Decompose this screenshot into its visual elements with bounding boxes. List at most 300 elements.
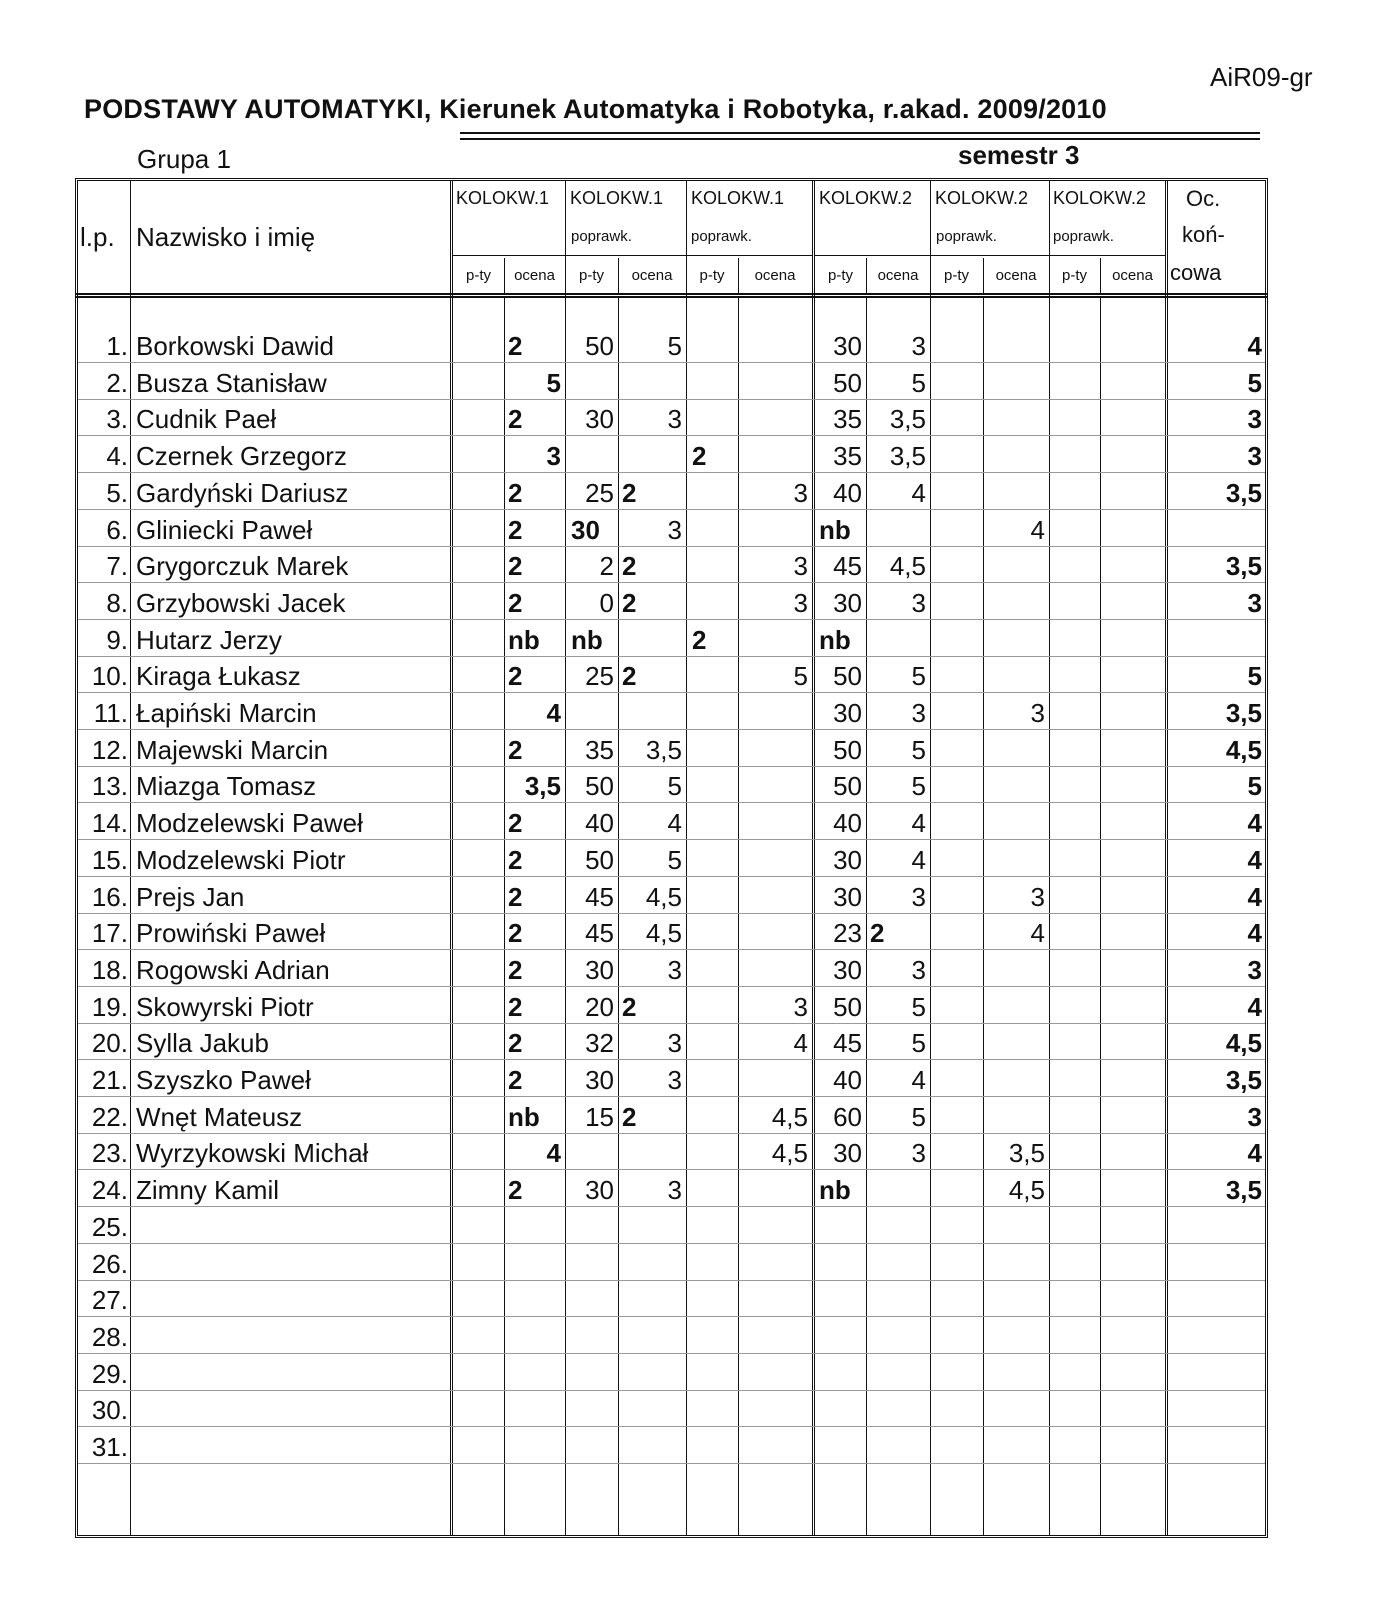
points-cell-1 xyxy=(453,326,504,362)
grade-cell-2: 2 xyxy=(508,844,523,875)
points-cell-1 xyxy=(453,766,504,802)
student-name: Czernek Grzegorz xyxy=(136,441,347,472)
points-cell-3: 40 xyxy=(585,808,614,839)
points-cell-11 xyxy=(1049,326,1100,362)
grade-cell-12 xyxy=(1100,803,1165,839)
points-cell-3 xyxy=(565,1427,618,1463)
points-cell-3: 50 xyxy=(585,331,614,361)
grade-cell-6 xyxy=(738,1390,812,1426)
points-cell-5 xyxy=(686,1133,738,1169)
grade-cell-12 xyxy=(1100,913,1165,949)
grade-cell-10: 4 xyxy=(1030,514,1045,545)
final-grade: 4 xyxy=(1247,991,1262,1022)
grade-cell-12 xyxy=(1100,1060,1165,1096)
header-k2-retake2: KOLOKW.2 xyxy=(1053,188,1147,208)
grade-cell-6 xyxy=(738,399,812,435)
grade-cell-8 xyxy=(866,620,930,656)
grade-cell-10 xyxy=(983,363,1049,399)
points-cell-9 xyxy=(930,1133,983,1169)
final-grade xyxy=(1168,1317,1266,1353)
points-cell-9 xyxy=(930,877,983,913)
grade-cell-4: 2 xyxy=(622,661,637,692)
points-cell-11 xyxy=(1049,656,1100,692)
table-row xyxy=(78,436,1265,473)
row-number: 10. xyxy=(91,661,128,692)
table-row xyxy=(78,1097,1265,1134)
table-row xyxy=(78,656,1265,693)
grade-cell-8: 4 xyxy=(911,1065,926,1095)
grade-cell-6 xyxy=(738,766,812,802)
points-cell-5 xyxy=(686,363,738,399)
grade-cell-4 xyxy=(618,1244,686,1280)
student-name xyxy=(136,1390,456,1426)
header-k2-retake1: KOLOKW.2 xyxy=(935,188,1029,208)
points-cell-9 xyxy=(930,950,983,986)
points-cell-7: nb xyxy=(819,514,851,545)
grade-cell-4: 4 xyxy=(667,808,682,839)
points-cell-3 xyxy=(565,436,618,472)
header-pty-4: p-ty xyxy=(827,267,853,284)
grade-cell-12 xyxy=(1100,1427,1165,1463)
table-row xyxy=(78,363,1265,400)
final-grade: 5 xyxy=(1247,367,1262,398)
points-cell-11 xyxy=(1049,1133,1100,1169)
row-number: 1. xyxy=(106,331,128,361)
table-row xyxy=(78,326,1265,363)
grade-cell-2: 2 xyxy=(508,331,523,361)
row-number: 5. xyxy=(106,477,128,508)
student-name: Prowiński Paweł xyxy=(136,918,326,949)
table-row xyxy=(78,1317,1265,1354)
grade-cell-10 xyxy=(983,546,1049,582)
header-final-2: koń- xyxy=(1182,222,1225,247)
row-number: 7. xyxy=(106,551,128,582)
row-number: 2. xyxy=(106,367,128,398)
student-name: Szyszko Paweł xyxy=(136,1065,311,1095)
grade-cell-2: 3,5 xyxy=(524,771,561,802)
header-pty-5: p-ty xyxy=(943,267,969,284)
grade-cell-6 xyxy=(738,363,812,399)
points-cell-9 xyxy=(930,326,983,362)
row-number: 29. xyxy=(91,1358,128,1389)
table-row xyxy=(78,913,1265,950)
grade-cell-6 xyxy=(738,803,812,839)
final-grade xyxy=(1168,1207,1266,1243)
grade-cell-12 xyxy=(1100,1354,1165,1390)
grade-cell-6 xyxy=(738,1060,812,1096)
grade-cell-4: 3,5 xyxy=(645,734,682,765)
points-cell-5 xyxy=(686,1244,738,1280)
grade-cell-4: 2 xyxy=(622,477,637,508)
points-cell-11 xyxy=(1049,1170,1100,1206)
student-name: Gardyński Dariusz xyxy=(136,477,349,508)
points-cell-7: 30 xyxy=(833,1138,862,1169)
header-lp: l.p. xyxy=(80,222,115,252)
header-ocena-4: ocena xyxy=(877,267,919,284)
grade-cell-10 xyxy=(983,803,1049,839)
student-name xyxy=(136,1280,456,1316)
document-title xyxy=(84,94,1107,125)
grade-cell-2: 2 xyxy=(508,1028,523,1059)
grade-cell-2: 2 xyxy=(508,954,523,985)
grade-cell-2: 2 xyxy=(508,551,523,582)
grade-cell-10: 3 xyxy=(1030,881,1045,912)
grade-cell-8 xyxy=(866,1317,930,1353)
points-cell-5 xyxy=(686,1317,738,1353)
header-poprawk-1: poprawk. xyxy=(571,228,632,245)
grade-cell-8: 3 xyxy=(911,881,926,912)
grade-cell-6 xyxy=(738,510,812,546)
table-row xyxy=(78,950,1265,987)
grade-cell-4: 2 xyxy=(622,551,637,582)
row-number: 15. xyxy=(91,844,128,875)
points-cell-9 xyxy=(930,620,983,656)
points-cell-5 xyxy=(686,803,738,839)
grade-cell-8: 4 xyxy=(911,844,926,875)
points-cell-11 xyxy=(1049,1280,1100,1316)
points-cell-9 xyxy=(930,693,983,729)
points-cell-1 xyxy=(453,950,504,986)
grade-cell-6 xyxy=(738,1317,812,1353)
points-cell-7: 45 xyxy=(833,551,862,582)
header-ocena-5: ocena xyxy=(995,267,1037,284)
points-cell-5 xyxy=(686,326,738,362)
grade-cell-10 xyxy=(983,1390,1049,1426)
table-row xyxy=(78,1023,1265,1060)
points-cell-11 xyxy=(1049,1097,1100,1133)
points-cell-7 xyxy=(815,1280,866,1316)
points-cell-9 xyxy=(930,1280,983,1316)
points-cell-11 xyxy=(1049,620,1100,656)
points-cell-3 xyxy=(565,1244,618,1280)
points-cell-3 xyxy=(565,1354,618,1390)
final-grade: 4,5 xyxy=(1225,734,1262,765)
points-cell-3: 32 xyxy=(585,1028,614,1059)
grade-cell-6: 3 xyxy=(793,991,808,1022)
points-cell-7: nb xyxy=(819,624,851,655)
points-cell-11 xyxy=(1049,1023,1100,1059)
grade-cell-12 xyxy=(1100,473,1165,509)
points-cell-7: 30 xyxy=(833,844,862,875)
points-cell-9 xyxy=(930,1317,983,1353)
grade-cell-6 xyxy=(738,730,812,766)
points-cell-7 xyxy=(815,1427,866,1463)
grade-cell-8: 4 xyxy=(911,808,926,839)
grade-cell-10: 3,5 xyxy=(1008,1138,1045,1169)
points-cell-9 xyxy=(930,1023,983,1059)
header-separator xyxy=(75,293,1268,298)
points-cell-1 xyxy=(453,583,504,619)
points-cell-9 xyxy=(930,399,983,435)
points-cell-1 xyxy=(453,803,504,839)
points-cell-1 xyxy=(453,1207,504,1243)
grade-cell-8: 3,5 xyxy=(889,404,926,435)
group-label: Grupa 1 xyxy=(137,144,231,174)
grade-cell-6: 4 xyxy=(793,1028,808,1059)
grade-cell-6: 3 xyxy=(793,477,808,508)
grade-cell-8: 4 xyxy=(911,477,926,508)
points-cell-5 xyxy=(686,1060,738,1096)
row-number: 22. xyxy=(91,1101,128,1132)
grade-cell-2: 4 xyxy=(546,1138,561,1169)
grade-cell-8: 5 xyxy=(911,367,926,398)
points-cell-9 xyxy=(930,1060,983,1096)
grade-cell-12 xyxy=(1100,656,1165,692)
header-ocena-3: ocena xyxy=(754,267,796,284)
header-ocena-6: ocena xyxy=(1112,267,1153,284)
title-underline-second xyxy=(460,138,1260,140)
final-grade: 3,5 xyxy=(1225,698,1262,728)
points-cell-1 xyxy=(453,730,504,766)
points-cell-5 xyxy=(686,913,738,949)
title-underline xyxy=(460,132,1260,134)
points-cell-7: 50 xyxy=(833,734,862,765)
student-name: Grzybowski Jacek xyxy=(136,587,346,618)
grade-cell-4: 3 xyxy=(667,514,682,545)
header-poprawk-3: poprawk. xyxy=(936,228,997,245)
points-cell-11 xyxy=(1049,1207,1100,1243)
grade-cell-10 xyxy=(983,473,1049,509)
points-cell-5 xyxy=(686,399,738,435)
grade-cell-10 xyxy=(983,620,1049,656)
points-cell-1 xyxy=(453,987,504,1023)
grade-cell-6 xyxy=(738,950,812,986)
grade-cell-6 xyxy=(738,877,812,913)
points-cell-9 xyxy=(930,1390,983,1426)
row-number: 27. xyxy=(91,1285,128,1316)
points-cell-9 xyxy=(930,473,983,509)
grade-cell-8 xyxy=(866,1427,930,1463)
points-cell-9 xyxy=(930,656,983,692)
points-cell-3: 25 xyxy=(585,661,614,692)
student-name: Miazga Tomasz xyxy=(136,771,317,802)
row-number: 23. xyxy=(91,1138,128,1169)
grade-cell-6 xyxy=(738,840,812,876)
grade-cell-4 xyxy=(618,436,686,472)
header-k1: KOLOKW.1 xyxy=(456,188,550,208)
points-cell-9 xyxy=(930,840,983,876)
points-cell-3: 50 xyxy=(585,844,614,875)
grade-cell-12 xyxy=(1100,1317,1165,1353)
grade-cell-10 xyxy=(983,1244,1049,1280)
grade-cell-2: 4 xyxy=(546,698,561,728)
header-k1-retake1: KOLOKW.1 xyxy=(570,188,664,208)
grade-cell-4 xyxy=(618,1390,686,1426)
grade-cell-4: 5 xyxy=(667,844,682,875)
points-cell-7: 50 xyxy=(833,991,862,1022)
student-name xyxy=(136,1354,456,1390)
points-cell-11 xyxy=(1049,1390,1100,1426)
final-grade xyxy=(1168,1427,1266,1463)
points-cell-5 xyxy=(686,656,738,692)
grade-cell-12 xyxy=(1100,1280,1165,1316)
row-number: 9. xyxy=(106,624,128,655)
grade-cell-6 xyxy=(738,326,812,362)
points-cell-1 xyxy=(453,1244,504,1280)
points-cell-7: 30 xyxy=(833,698,862,728)
points-cell-3: 30 xyxy=(571,514,600,545)
grade-cell-4 xyxy=(618,1427,686,1463)
row-number: 17. xyxy=(91,918,128,949)
points-cell-11 xyxy=(1049,399,1100,435)
points-cell-11 xyxy=(1049,1060,1100,1096)
grade-cell-8: 4,5 xyxy=(889,551,926,582)
grade-cell-8: 3 xyxy=(911,1138,926,1169)
points-cell-11 xyxy=(1049,950,1100,986)
grade-cell-4: 3 xyxy=(667,1028,682,1059)
points-cell-11 xyxy=(1049,913,1100,949)
points-cell-5 xyxy=(686,1170,738,1206)
student-name: Kiraga Łukasz xyxy=(136,661,301,692)
points-cell-1 xyxy=(453,1280,504,1316)
final-grade: 5 xyxy=(1247,771,1262,802)
points-cell-1 xyxy=(453,510,504,546)
semester-label: semestr 3 xyxy=(958,140,1080,170)
points-cell-11 xyxy=(1049,693,1100,729)
student-name: Busza Stanisław xyxy=(136,367,327,398)
grade-cell-4 xyxy=(618,1317,686,1353)
points-cell-5 xyxy=(686,1097,738,1133)
points-cell-1 xyxy=(453,473,504,509)
points-cell-1 xyxy=(453,1427,504,1463)
points-cell-3: 30 xyxy=(585,1175,614,1206)
header-pty-6: p-ty xyxy=(1061,267,1087,284)
points-cell-5 xyxy=(686,1023,738,1059)
points-cell-5 xyxy=(686,877,738,913)
student-name: Modzelewski Piotr xyxy=(136,844,346,875)
row-number: 4. xyxy=(106,441,128,472)
table-row xyxy=(78,1354,1265,1391)
points-cell-3 xyxy=(565,1207,618,1243)
points-cell-3 xyxy=(565,1317,618,1353)
grade-cell-10 xyxy=(983,730,1049,766)
grade-cell-2 xyxy=(504,1317,569,1353)
grade-cell-8: 3 xyxy=(911,954,926,985)
row-number: 6. xyxy=(106,514,128,545)
final-grade xyxy=(1168,620,1266,656)
grade-cell-4: 3 xyxy=(667,1065,682,1095)
points-cell-7 xyxy=(815,1354,866,1390)
points-cell-5 xyxy=(686,766,738,802)
grade-cell-2: nb xyxy=(508,1101,540,1132)
grade-cell-2: 2 xyxy=(508,881,523,912)
table-row xyxy=(78,1060,1265,1097)
grade-cell-6: 4,5 xyxy=(771,1138,808,1169)
points-cell-11 xyxy=(1049,473,1100,509)
grade-cell-12 xyxy=(1100,546,1165,582)
table-row xyxy=(78,1170,1265,1207)
points-cell-7: 40 xyxy=(833,477,862,508)
grade-cell-8: 3 xyxy=(911,331,926,361)
points-cell-5: 2 xyxy=(692,441,707,472)
points-cell-7: 50 xyxy=(833,771,862,802)
points-cell-3 xyxy=(565,1280,618,1316)
row-number: 24. xyxy=(91,1175,128,1206)
points-cell-11 xyxy=(1049,436,1100,472)
student-name: Wnęt Mateusz xyxy=(136,1101,303,1132)
grade-cell-8 xyxy=(866,1207,930,1243)
row-number: 3. xyxy=(106,404,128,435)
row-number: 25. xyxy=(91,1211,128,1242)
grade-cell-2: 2 xyxy=(508,477,523,508)
final-grade xyxy=(1168,1244,1266,1280)
row-number: 18. xyxy=(91,954,128,985)
table-row xyxy=(78,1280,1265,1317)
grade-cell-6: 3 xyxy=(793,587,808,618)
points-cell-3: 15 xyxy=(585,1101,614,1132)
grade-cell-8: 5 xyxy=(911,771,926,802)
points-cell-7: 30 xyxy=(833,881,862,912)
points-cell-9 xyxy=(930,1097,983,1133)
points-cell-5: 2 xyxy=(692,624,707,655)
points-cell-9 xyxy=(930,730,983,766)
grade-cell-10: 4,5 xyxy=(1008,1175,1045,1206)
table-row xyxy=(78,877,1265,914)
grade-cell-12 xyxy=(1100,877,1165,913)
grade-cell-2 xyxy=(504,1244,569,1280)
grade-cell-12 xyxy=(1100,1023,1165,1059)
points-cell-5 xyxy=(686,546,738,582)
head-subrule-k1 xyxy=(453,255,813,256)
points-cell-5 xyxy=(686,1280,738,1316)
grade-cell-4: 2 xyxy=(622,587,637,618)
grade-cell-12 xyxy=(1100,436,1165,472)
points-cell-3: 45 xyxy=(585,918,614,949)
points-cell-3: 45 xyxy=(585,881,614,912)
grade-cell-10 xyxy=(983,766,1049,802)
grade-cell-6 xyxy=(738,913,812,949)
points-cell-9 xyxy=(930,766,983,802)
table-row xyxy=(78,620,1265,657)
grade-cell-2: 2 xyxy=(508,514,523,545)
points-cell-7: 30 xyxy=(833,331,862,361)
row-number: 11. xyxy=(93,698,128,728)
points-cell-5 xyxy=(686,840,738,876)
grade-cell-12 xyxy=(1100,766,1165,802)
points-cell-5 xyxy=(686,693,738,729)
table-row xyxy=(78,399,1265,436)
header-final-3: cowa xyxy=(1170,260,1222,285)
points-cell-11 xyxy=(1049,1244,1100,1280)
points-cell-1 xyxy=(453,1390,504,1426)
final-grade: 3,5 xyxy=(1225,477,1262,508)
grade-cell-2 xyxy=(504,1427,569,1463)
points-cell-7: 50 xyxy=(833,661,862,692)
final-grade xyxy=(1168,510,1266,546)
student-name: Cudnik Paeł xyxy=(136,404,277,435)
points-cell-7: 40 xyxy=(833,1065,862,1095)
grade-cell-8: 3 xyxy=(911,587,926,618)
table-row xyxy=(78,730,1265,767)
final-grade: 4 xyxy=(1247,331,1262,361)
grade-cell-10 xyxy=(983,1317,1049,1353)
final-grade: 3,5 xyxy=(1225,1175,1262,1206)
points-cell-7: 45 xyxy=(833,1028,862,1059)
grade-cell-10 xyxy=(983,1207,1049,1243)
final-grade: 3 xyxy=(1247,1101,1262,1132)
points-cell-3: 30 xyxy=(585,1065,614,1095)
grade-cell-6 xyxy=(738,1354,812,1390)
grade-cell-10 xyxy=(983,950,1049,986)
row-number: 28. xyxy=(91,1321,128,1352)
points-cell-5 xyxy=(686,950,738,986)
header-k2: KOLOKW.2 xyxy=(819,188,913,208)
grade-cell-10 xyxy=(983,840,1049,876)
table-row xyxy=(78,473,1265,510)
points-cell-9 xyxy=(930,436,983,472)
student-name: Gliniecki Paweł xyxy=(136,514,313,545)
grade-cell-8: 5 xyxy=(911,734,926,765)
